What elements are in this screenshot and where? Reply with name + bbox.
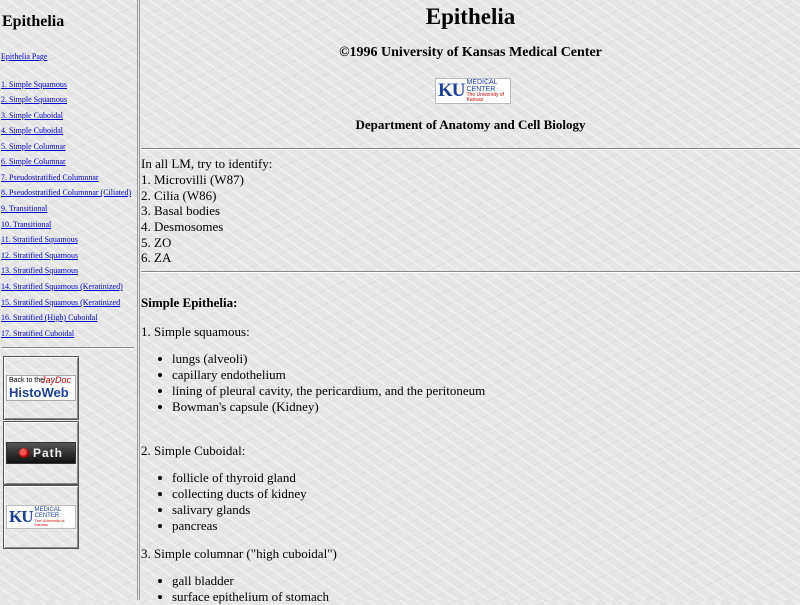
ku-logo-mark: KU — [9, 507, 33, 526]
sidebar-link-1[interactable]: 1. Simple Squamous — [1, 80, 68, 89]
squamous-heading: 1. Simple squamous: — [141, 324, 250, 339]
list-item: salivary glands — [141, 502, 307, 518]
histoweb-logo-line1: Back to the — [9, 377, 45, 384]
identify-item: 5. ZO — [141, 235, 172, 250]
ku-header-logo-center: CENTER — [466, 86, 496, 93]
ku-header-logo-medical: MEDICAL — [466, 79, 498, 86]
copyright-line: ©1996 University of Kansas Medical Center — [339, 45, 602, 60]
sidebar-link-11[interactable]: 11. Stratified Squamous — [1, 235, 78, 244]
sidebar-link-12[interactable]: 12. Stratified Squamous — [1, 251, 79, 260]
section-heading: Simple Epithelia: — [141, 295, 238, 310]
histoweb-button[interactable] — [3, 356, 79, 420]
cuboidal-list — [141, 470, 307, 534]
histoweb-logo — [6, 375, 76, 401]
histoweb-logo-line3: HistoWeb — [9, 385, 69, 400]
sidebar-link-7[interactable]: 7. Pseudostratified Columnnar — [1, 173, 99, 182]
list-item: surface epithelium of stomach — [141, 589, 329, 605]
sidebar-link-14[interactable]: 14. Stratified Squamous (Keratinized) — [1, 282, 123, 291]
identify-intro: In all LM, try to identify: — [141, 156, 273, 171]
ku-header-logo-university: The University of Kansas — [466, 92, 505, 103]
sidebar-link-epithelia-page[interactable]: Epithelia Page — [1, 52, 48, 61]
list-item: follicle of thyroid gland — [141, 470, 307, 486]
sidebar-link-2[interactable]: 2. Simple Squamous — [1, 95, 68, 104]
list-item: collecting ducts of kidney — [141, 486, 307, 502]
list-item: lungs (alveoli) — [141, 351, 485, 367]
page-title: Epithelia — [425, 4, 516, 29]
sidebar-link-15[interactable]: 15. Stratified Squamous (Keratinized — [1, 298, 121, 307]
histoweb-logo-line2: JayDoc — [41, 375, 72, 385]
path-logo — [6, 442, 76, 464]
sidebar-link-4[interactable]: 4. Simple Cuboidal — [1, 126, 63, 135]
ku-medical-center-header-logo — [435, 78, 511, 104]
sidebar-link-6[interactable]: 6. Simple Columnar — [1, 157, 66, 166]
ku-header-logo-mark: KU — [438, 80, 465, 101]
ku-logo-university: The University of Kansas — [34, 518, 65, 527]
identify-item: 2. Cilia (W86) — [141, 188, 217, 203]
list-item: lining of pleural cavity, the pericardium, and the peritoneum — [141, 383, 485, 399]
sidebar-divider — [1, 347, 134, 349]
identify-item: 1. Microvilli (W87) — [141, 172, 244, 187]
path-dot-icon — [19, 448, 29, 458]
list-item: capillary endothelium — [141, 367, 485, 383]
sidebar-link-10[interactable]: 10. Transitional — [1, 220, 52, 229]
ku-logo-center: CENTER — [34, 513, 60, 519]
sidebar-link-13[interactable]: 13. Stratified Squamous — [1, 266, 79, 275]
identify-item: 4. Desmosomes — [141, 219, 224, 234]
frame-divider[interactable] — [139, 0, 140, 600]
list-item: Bowman's capsule (Kidney) — [141, 399, 485, 415]
sidebar-link-5[interactable]: 5. Simple Columnar — [1, 142, 66, 151]
sidebar-title: Epithelia — [2, 13, 65, 30]
squamous-list — [141, 351, 485, 415]
list-item: gall bladder — [141, 573, 329, 589]
divider-2 — [141, 271, 800, 273]
department-line: Department of Anatomy and Cell Biology — [355, 117, 586, 132]
main-frame — [141, 0, 800, 604]
path-logo-label: Path — [32, 446, 63, 460]
list-item: pancreas — [141, 518, 307, 534]
columnar-list — [141, 573, 329, 605]
sidebar-link-17[interactable]: 17. Stratified Cuboidal — [1, 329, 75, 338]
ku-medical-center-logo — [6, 505, 76, 529]
ku-medical-center-button[interactable] — [3, 485, 79, 549]
sidebar-frame — [0, 0, 138, 600]
sidebar-link-16[interactable]: 16. Stratified (High) Cuboidal — [1, 313, 98, 322]
sidebar-link-3[interactable]: 3. Simple Cuboidal — [1, 111, 63, 120]
divider-1 — [141, 148, 800, 150]
cuboidal-heading: 2. Simple Cuboidal: — [141, 443, 246, 458]
columnar-heading: 3. Simple columnar ("high cuboidal") — [141, 546, 337, 561]
sidebar-link-8[interactable]: 8. Pseudostratified Columnnar (Ciliated) — [1, 188, 132, 197]
identify-item: 3. Basal bodies — [141, 203, 221, 218]
identify-item: 6. ZA — [141, 250, 172, 265]
path-button[interactable] — [3, 421, 79, 485]
sidebar-link-9[interactable]: 9. Transitional — [1, 204, 48, 213]
ku-logo-medical: MEDICAL — [34, 507, 62, 513]
